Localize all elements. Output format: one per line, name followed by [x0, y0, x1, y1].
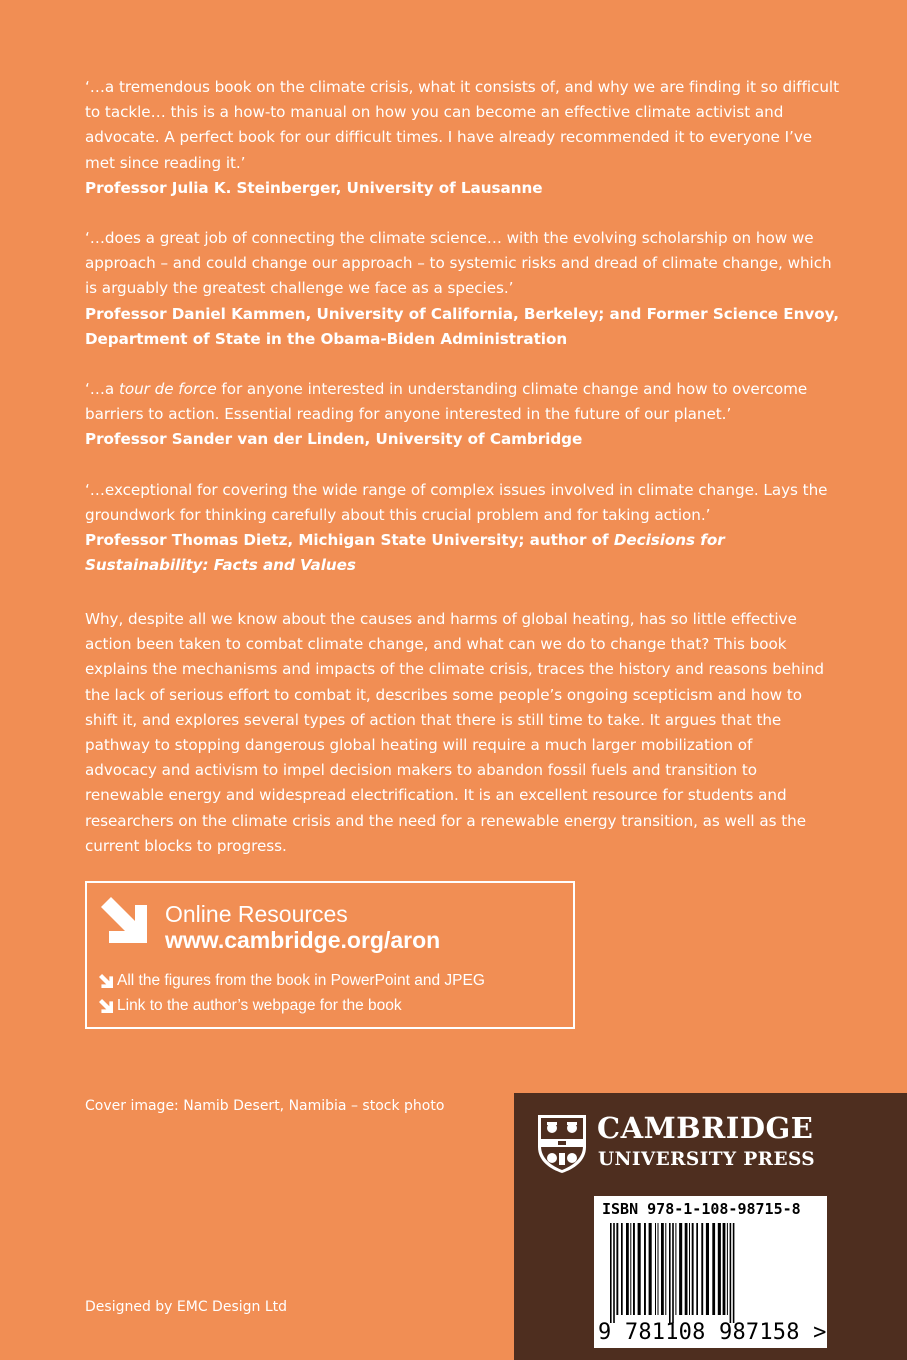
arrow-down-right-icon: [101, 897, 147, 943]
resource-item[interactable]: [99, 996, 402, 1016]
designer-credit: Designed by EMC Design Ltd: [85, 1299, 288, 1315]
quote-attribution: Professor Julia K. Steinberger, University of Lausanne: [85, 178, 543, 197]
online-resources-box[interactable]: [85, 881, 575, 1029]
cambridge-shield-icon: [536, 1113, 588, 1175]
publisher-name: CAMBRIDGE: [597, 1111, 814, 1145]
quote-text: ‘…a tour de force for anyone interested in understanding climate change and how to overcome barriers to action. Essential reading for anyone interested in the future of our planet.’: [85, 380, 808, 424]
arrow-down-right-icon: [99, 999, 113, 1013]
barcode-digits: 9 781108 987158 >: [598, 1320, 827, 1345]
isbn-barcode: [594, 1196, 827, 1348]
endorsement: [85, 377, 845, 453]
online-resources-url[interactable]: www.cambridge.org/aron: [165, 927, 441, 953]
quote-text: ‘…a tremendous book on the climate crisis, what it consists of, and why we are finding it so difficult to tackle… this is a how-to manual on how you can become an effective climate activist and advocate. A perfect book for our difficult times. I have already recommended it to everyone I’ve met since reading it.’: [85, 78, 839, 172]
endorsement: [85, 226, 845, 352]
book-description: Why, despite all we know about the causes and harms of global heating, has so little effective action been taken to combat climate change, and what can we do to change that? This book explains the mechanisms and impacts of the climate crisis, traces the history and reasons behind the lack of serious effort to combat it, describes some people’s ongoing scepticism and how to shift it, and explores several types of action that there is still time to take. It argues that the pathway to stopping dangerous global heating will require a much larger mobilization of advocacy and activism to impel decision makers to abandon fossil fuels and transition to renewable energy and widespread electrification. It is an excellent resource for students and researchers on the climate crisis and the need for a renewable energy transition, as well as the current blocks to progress.: [85, 610, 825, 855]
resource-item-label: All the figures from the book in PowerPoint and JPEG: [117, 972, 485, 989]
quote-text: ‘…does a great job of connecting the climate science… with the evolving scholarship on how we approach – and could change our approach – to systemic risks and dread of climate change, which is arguably the greatest challenge we face as a species.’: [85, 229, 832, 298]
endorsement: [85, 75, 845, 201]
endorsement: [85, 478, 845, 579]
quote-attribution: Professor Daniel Kammen, University of California, Berkeley; and Former Science Envoy, Department of State in the Obama-Biden Administration: [85, 304, 839, 348]
arrow-down-right-icon: [99, 974, 113, 988]
endorsements: [85, 75, 845, 603]
quote-text: ‘…exceptional for covering the wide range of complex issues involved in climate change. Lays the groundwork for thinking carefully about this crucial problem and for taking action.’: [85, 480, 828, 524]
barcode-bars: [608, 1223, 812, 1323]
publisher-panel: [514, 1093, 907, 1360]
resource-item-label: Link to the author’s webpage for the book: [117, 997, 402, 1014]
quote-attribution: Professor Sander van der Linden, University of Cambridge: [85, 430, 583, 449]
cover-image-credit: Cover image: Namib Desert, Namibia – stock photo: [85, 1098, 445, 1114]
online-resources-title: Online Resources: [165, 901, 348, 927]
publisher-subname: UNIVERSITY PRESS: [598, 1149, 816, 1170]
quote-attribution: Professor Thomas Dietz, Michigan State University; author of Decisions for Sustainability: Facts and Values: [85, 531, 725, 575]
isbn-label: ISBN 978-1-108-98715-8: [602, 1200, 801, 1218]
resource-item[interactable]: [99, 971, 485, 991]
